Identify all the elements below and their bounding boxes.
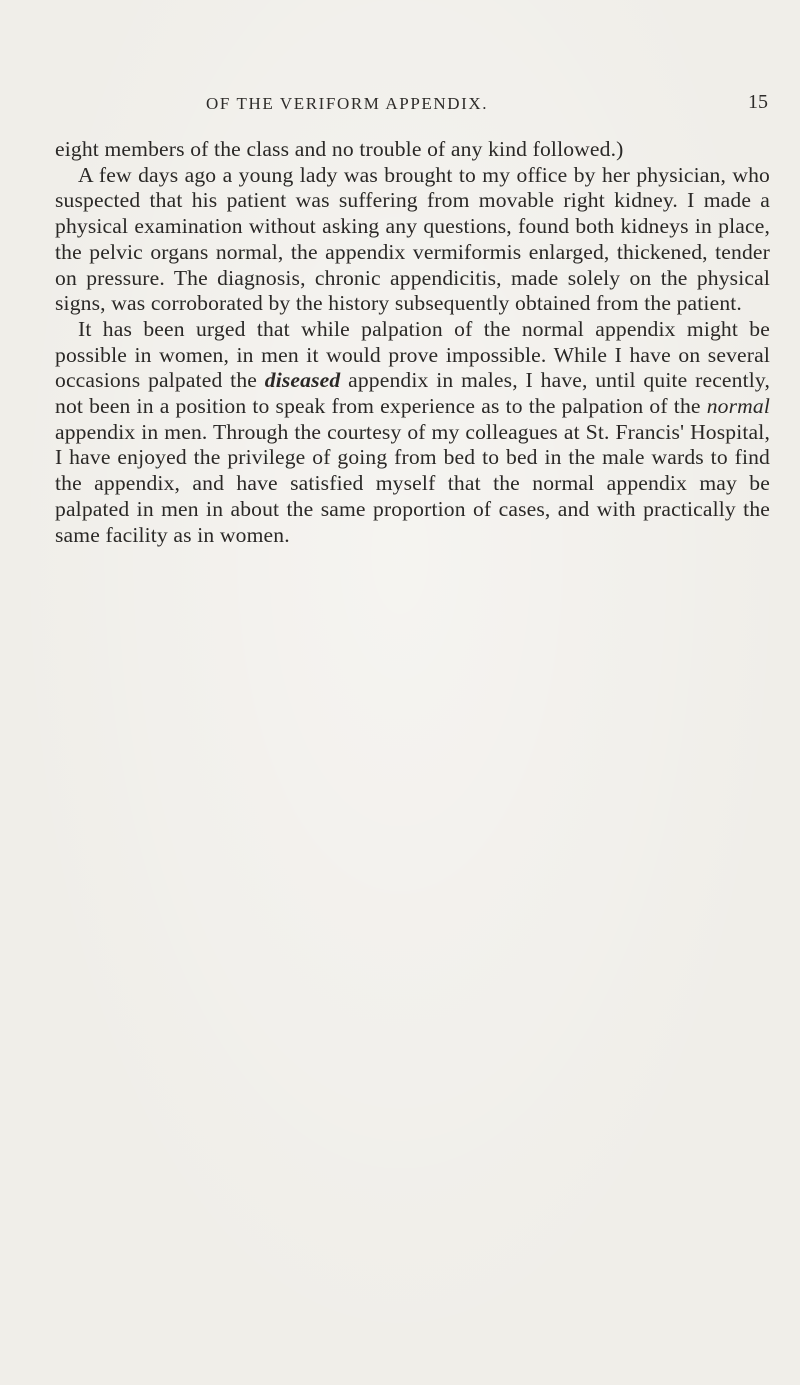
text-segment: It has been urged that while palpation of the normal appendix might be possible in women, in men it would prove impossible. While I have on several occasions palpated the bbox=[55, 316, 770, 393]
body-text bbox=[55, 137, 770, 548]
paragraph-case-report: A few days ago a young lady was brought to my office by her physician, who suspected that his patient was suffering from movable right kidney. I made a physical examination without asking any questions, found both kidneys in place, the pelvic organs normal, the appendix vermiformis enlarged, thickened, tender on pressure. The diagnosis, chronic appendicitis, made solely on the physical signs, was corroborated by the history subsequently obtained from the patient. bbox=[55, 162, 770, 316]
text-segment: appendix in males, I have, until quite recently, not been in a position to speak from experience as to the palpation of the bbox=[55, 368, 771, 419]
paragraph-palpation-in-men bbox=[55, 317, 770, 548]
text-segment: appendix in men. Through the courtesy of my colleagues at St. Francis' Hospital, I have enjoyed the privilege of going from bed to bed in the male wards to find the appendix, and have satisfied myself that the normal appendix may be palpated in men in about the same proportion of cases, and with practically the same facility as in women. bbox=[55, 419, 770, 547]
emphasis-normal: normal bbox=[706, 394, 770, 419]
page-number: 15 bbox=[748, 91, 768, 113]
emphasis-diseased: diseased bbox=[264, 368, 341, 393]
paragraph-continuation: eight members of the class and no trouble of any kind followed.) bbox=[55, 137, 624, 161]
running-title: OF THE VERIFORM APPENDIX. bbox=[206, 94, 489, 113]
running-head bbox=[56, 91, 768, 124]
